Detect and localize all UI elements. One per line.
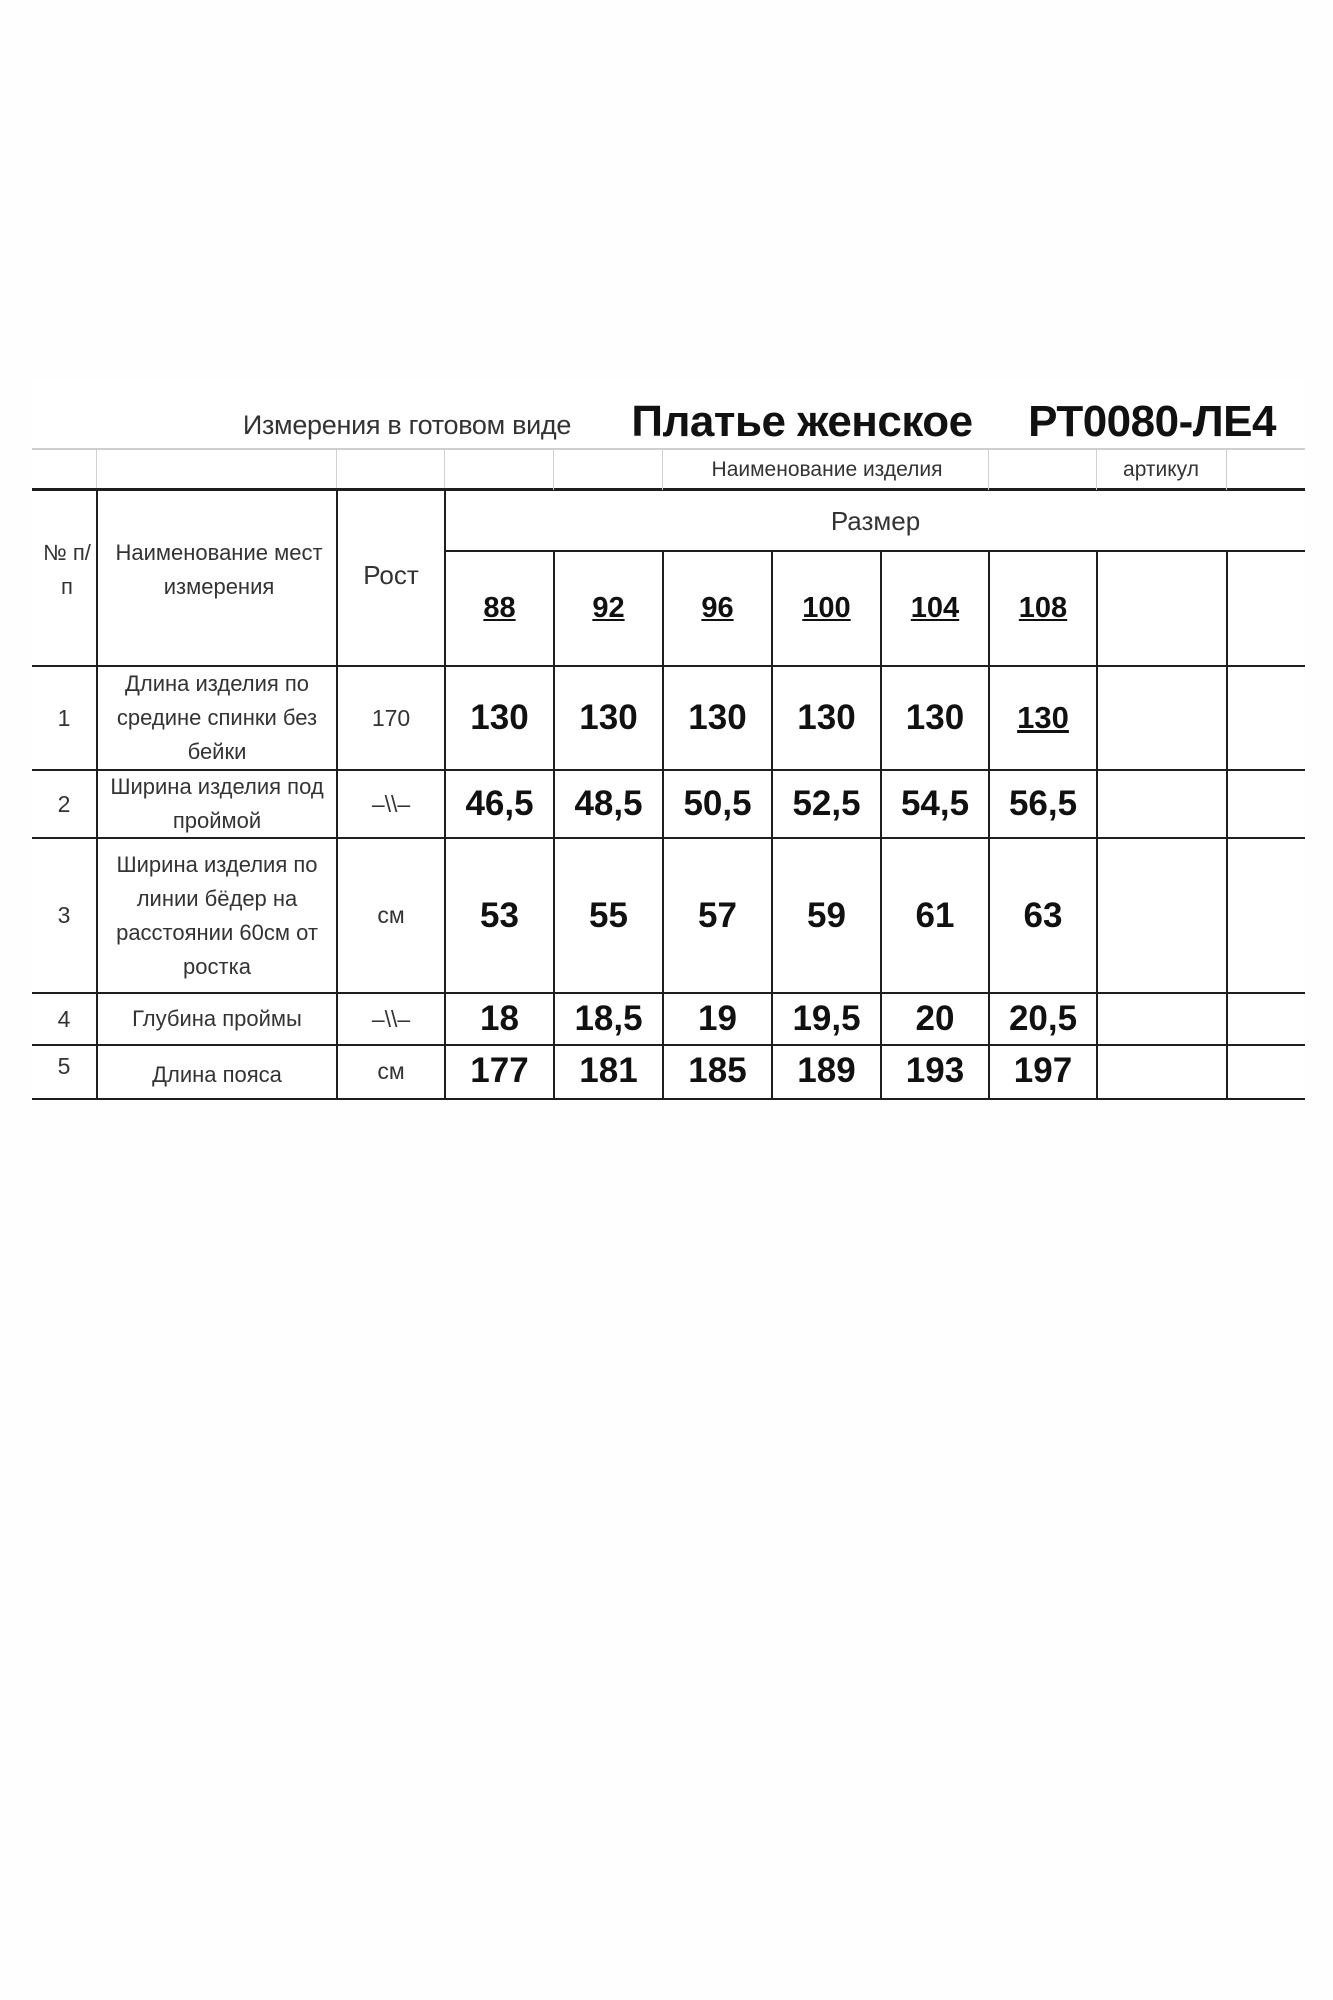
row-2-rost: –\\– (371, 790, 411, 817)
size-92: 92 (592, 592, 625, 624)
row-2-number: 2 (57, 790, 71, 817)
size-104: 104 (910, 592, 960, 624)
row-4-value-100: 19,5 (792, 999, 861, 1038)
row-1-value-100: 130 (797, 698, 856, 737)
row-1-value-88: 130 (470, 698, 529, 737)
grid-line (96, 448, 97, 490)
grid-line (553, 448, 554, 490)
row-2-value-100: 52,5 (792, 784, 861, 823)
row-2-value-88: 46,5 (465, 784, 534, 823)
product-name-caption: Наименование изделия (711, 458, 943, 481)
article-caption: артикул (1123, 458, 1199, 481)
row-3-value-108: 63 (1023, 895, 1063, 935)
row-4-value-108: 20,5 (1008, 999, 1078, 1038)
row-4-value-104: 20 (915, 999, 955, 1038)
row-5-name: Длина пояса (152, 1062, 282, 1087)
grid-line (1226, 550, 1228, 1100)
row-5-value-88: 177 (470, 1051, 529, 1090)
size-88: 88 (483, 592, 516, 624)
row-4-value-96: 19 (698, 999, 737, 1038)
size-chart-sheet (32, 380, 1305, 1100)
grid-line (336, 448, 337, 490)
row-5-number: 5 (57, 1052, 71, 1079)
row-1-value-92: 130 (579, 698, 638, 737)
column-header-number: № п/п (43, 540, 91, 599)
grid-line (32, 448, 1305, 450)
row-4-rost: –\\– (371, 1005, 411, 1032)
column-header-rost: Рост (363, 559, 419, 590)
article-code: РТ0080-ЛЕ4 (1028, 397, 1276, 446)
row-3-value-100: 59 (807, 895, 846, 935)
row-3-name: Ширина изделия по линии бёдер на расстоянии 60см от ростка (116, 851, 318, 979)
row-5-value-100: 189 (797, 1051, 856, 1090)
row-4-name: Глубина проймы (132, 1006, 302, 1031)
row-4-value-88: 18 (480, 999, 519, 1038)
row-3-value-92: 55 (589, 895, 628, 935)
grid-line (662, 448, 663, 490)
row-2-value-104: 54,5 (900, 784, 970, 823)
row-2-value-92: 48,5 (574, 784, 643, 823)
grid-line (988, 448, 989, 490)
product-name: Платье женское (631, 397, 973, 446)
grid-line (32, 1098, 1305, 1100)
row-4-value-92: 18,5 (574, 999, 643, 1038)
row-4-number: 4 (57, 1005, 71, 1032)
grid-line (1096, 550, 1098, 1100)
row-1-number: 1 (57, 704, 71, 731)
row-1-value-108: 130 (1017, 700, 1069, 735)
grid-line (444, 448, 445, 490)
row-2-name: Ширина изделия под проймой (110, 774, 324, 833)
row-5-value-96: 185 (688, 1051, 747, 1090)
row-5-value-104: 193 (905, 1051, 965, 1090)
size-108: 108 (1018, 592, 1068, 624)
row-1-value-96: 130 (688, 698, 747, 737)
row-3-value-96: 57 (698, 895, 737, 935)
row-5-value-108: 197 (1013, 1051, 1073, 1090)
column-header-name: Наименование мест измерения (115, 540, 323, 599)
row-5-value-92: 181 (579, 1051, 638, 1090)
row-2-value-96: 50,5 (683, 784, 752, 823)
grid-line (1226, 448, 1227, 490)
row-3-value-104: 61 (915, 895, 955, 935)
row-3-rost: см (377, 902, 405, 928)
measurements-label: Измерения в готовом виде (242, 409, 572, 440)
size-100: 100 (802, 592, 851, 624)
grid-line (1096, 448, 1097, 490)
row-3-value-88: 53 (480, 895, 519, 935)
row-3-number: 3 (57, 902, 71, 928)
row-1-name: Длина изделия по средине спинки без бейки (116, 671, 318, 764)
grid-line (96, 488, 98, 1100)
row-1-value-104: 130 (905, 698, 965, 737)
row-1-rost: 170 (371, 704, 411, 731)
row-5-rost: см (377, 1057, 405, 1084)
row-2-value-108: 56,5 (1008, 784, 1078, 823)
size-96: 96 (701, 592, 734, 624)
grid-line (32, 488, 1305, 491)
column-header-size: Размер (830, 505, 921, 536)
